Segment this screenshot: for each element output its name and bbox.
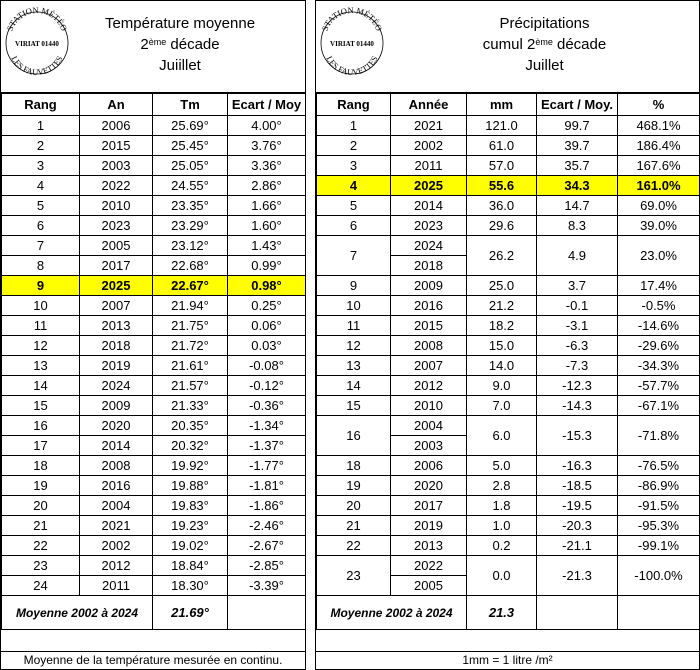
deviation-cell: 3.7	[537, 276, 618, 296]
year-cell: 2024	[391, 236, 467, 256]
table-row	[317, 356, 700, 376]
table-row	[2, 136, 306, 156]
year-cell: 2015	[80, 136, 153, 156]
year-cell: 2013	[391, 536, 467, 556]
deviation-cell: 8.3	[537, 216, 618, 236]
percent-cell: -86.9%	[618, 476, 700, 496]
table-row	[2, 336, 306, 356]
deviation-cell: 35.7	[537, 156, 618, 176]
mm-cell: 26.2	[467, 236, 537, 276]
year-cell: 2012	[80, 556, 153, 576]
year-cell: 2011	[391, 156, 467, 176]
year-cell: 2009	[391, 276, 467, 296]
rank-cell: 6	[2, 216, 80, 236]
rank-cell: 4	[317, 176, 391, 196]
percent-cell: -0.5%	[618, 296, 700, 316]
column-header: Tm	[153, 94, 228, 116]
rank-cell: 22	[2, 536, 80, 556]
rank-cell: 14	[317, 376, 391, 396]
table-row	[2, 196, 306, 216]
table-row	[2, 236, 306, 256]
year-cell: 2003	[391, 436, 467, 456]
temperature-cell: 24.55°	[153, 176, 228, 196]
deviation-cell: -2.85°	[228, 556, 306, 576]
table-row	[317, 296, 700, 316]
mm-cell: 29.6	[467, 216, 537, 236]
table-row	[2, 356, 306, 376]
table-row	[2, 556, 306, 576]
rank-cell: 12	[2, 336, 80, 356]
rank-cell: 19	[2, 476, 80, 496]
table-row	[2, 276, 306, 296]
rank-cell: 18	[2, 456, 80, 476]
temperature-title	[61, 13, 299, 76]
temperature-cell: 25.05°	[153, 156, 228, 176]
percent-cell: 161.0%	[618, 176, 700, 196]
temperature-cell: 21.75°	[153, 316, 228, 336]
year-cell: 2004	[391, 416, 467, 436]
year-cell: 2017	[80, 256, 153, 276]
table-row	[2, 436, 306, 456]
percent-cell: -14.6%	[618, 316, 700, 336]
rank-cell: 21	[2, 516, 80, 536]
year-cell: 2010	[391, 396, 467, 416]
precipitation-table	[316, 93, 700, 630]
rank-cell: 4	[2, 176, 80, 196]
rank-cell: 7	[2, 236, 80, 256]
mm-cell: 6.0	[467, 416, 537, 456]
rank-cell: 5	[317, 196, 391, 216]
year-cell: 2009	[80, 396, 153, 416]
percent-cell: -67.1%	[618, 396, 700, 416]
table-row	[2, 536, 306, 556]
rank-cell: 20	[2, 496, 80, 516]
column-header: An	[80, 94, 153, 116]
percent-cell: -71.8%	[618, 416, 700, 456]
temperature-cell: 20.32°	[153, 436, 228, 456]
mm-cell: 121.0	[467, 116, 537, 136]
precipitation-average-row	[317, 596, 700, 630]
deviation-cell: 99.7	[537, 116, 618, 136]
percent-cell: -29.6%	[618, 336, 700, 356]
temperature-cell: 25.45°	[153, 136, 228, 156]
table-row	[317, 336, 700, 356]
deviation-cell: 3.36°	[228, 156, 306, 176]
precipitation-panel	[315, 0, 700, 670]
table-row	[2, 516, 306, 536]
deviation-cell: -1.34°	[228, 416, 306, 436]
deviation-cell: 4.00°	[228, 116, 306, 136]
year-cell: 2006	[391, 456, 467, 476]
rank-cell: 11	[2, 316, 80, 336]
temperature-cell: 18.84°	[153, 556, 228, 576]
temperature-title-line2: 2ème décade	[140, 36, 220, 53]
temperature-cell: 22.68°	[153, 256, 228, 276]
precipitation-average-empty	[618, 596, 700, 630]
temperature-table-header	[2, 94, 306, 116]
deviation-cell: 2.86°	[228, 176, 306, 196]
year-cell: 2021	[391, 116, 467, 136]
rank-cell: 1	[317, 116, 391, 136]
year-cell: 2021	[80, 516, 153, 536]
year-cell: 2023	[80, 216, 153, 236]
percent-cell: 39.0%	[618, 216, 700, 236]
year-cell: 2013	[80, 316, 153, 336]
year-cell: 2015	[391, 316, 467, 336]
precipitation-header	[316, 1, 699, 93]
rank-cell: 16	[317, 416, 391, 456]
table-row	[317, 516, 700, 536]
precipitation-average-value: 21.3	[467, 596, 537, 630]
temperature-cell: 21.57°	[153, 376, 228, 396]
rank-cell: 15	[317, 396, 391, 416]
rank-cell: 3	[317, 156, 391, 176]
table-row	[2, 216, 306, 236]
deviation-cell: -15.3	[537, 416, 618, 456]
temperature-table	[1, 93, 306, 630]
year-cell: 2002	[391, 136, 467, 156]
table-row	[2, 316, 306, 336]
percent-cell: -57.7%	[618, 376, 700, 396]
temperature-cell: 21.61°	[153, 356, 228, 376]
deviation-cell: 0.99°	[228, 256, 306, 276]
year-cell: 2008	[391, 336, 467, 356]
year-cell: 2014	[391, 196, 467, 216]
column-header: Rang	[317, 94, 391, 116]
stamp-bottom-text: LES FAUVETTES	[324, 54, 380, 77]
year-cell: 2016	[391, 296, 467, 316]
rank-cell: 5	[2, 196, 80, 216]
year-cell: 2020	[80, 416, 153, 436]
table-row	[317, 416, 700, 436]
deviation-cell: -1.81°	[228, 476, 306, 496]
rank-cell: 6	[317, 216, 391, 236]
temperature-title-line3: Juiillet	[159, 57, 201, 74]
temperature-cell: 23.35°	[153, 196, 228, 216]
year-cell: 2020	[391, 476, 467, 496]
mm-cell: 61.0	[467, 136, 537, 156]
table-row	[317, 396, 700, 416]
percent-cell: 167.6%	[618, 156, 700, 176]
percent-cell: -76.5%	[618, 456, 700, 476]
table-row	[2, 376, 306, 396]
temperature-average-empty	[228, 596, 306, 630]
mm-cell: 55.6	[467, 176, 537, 196]
temperature-average-label: Moyenne 2002 à 2024	[2, 596, 153, 630]
year-cell: 2016	[80, 476, 153, 496]
table-row	[2, 296, 306, 316]
deviation-cell: -7.3	[537, 356, 618, 376]
year-cell: 2022	[391, 556, 467, 576]
stamp-bottom-text: LES FAUVETTES	[9, 54, 65, 77]
year-cell: 2007	[80, 296, 153, 316]
year-cell: 2006	[80, 116, 153, 136]
table-row	[317, 376, 700, 396]
deviation-cell: -0.12°	[228, 376, 306, 396]
temperature-header	[1, 1, 305, 93]
mm-cell: 1.8	[467, 496, 537, 516]
stamp-top-text: STATION MÉTÉO	[4, 5, 70, 33]
mm-cell: 0.2	[467, 536, 537, 556]
year-cell: 2018	[391, 256, 467, 276]
mm-cell: 36.0	[467, 196, 537, 216]
year-cell: 2022	[80, 176, 153, 196]
year-cell: 2025	[80, 276, 153, 296]
deviation-cell: -0.1	[537, 296, 618, 316]
year-cell: 2023	[391, 216, 467, 236]
deviation-cell: -3.39°	[228, 576, 306, 596]
rank-cell: 23	[2, 556, 80, 576]
table-row	[317, 536, 700, 556]
deviation-cell: 39.7	[537, 136, 618, 156]
precipitation-average-label: Moyenne 2002 à 2024	[317, 596, 467, 630]
deviation-cell: 3.76°	[228, 136, 306, 156]
table-row	[317, 176, 700, 196]
table-row	[2, 456, 306, 476]
rank-cell: 16	[2, 416, 80, 436]
table-row	[317, 136, 700, 156]
column-header: Ecart / Moy.	[537, 94, 618, 116]
deviation-cell: -18.5	[537, 476, 618, 496]
deviation-cell: -0.08°	[228, 356, 306, 376]
year-cell: 2019	[391, 516, 467, 536]
table-row	[317, 116, 700, 136]
percent-cell: -99.1%	[618, 536, 700, 556]
mm-cell: 57.0	[467, 156, 537, 176]
deviation-cell: 1.60°	[228, 216, 306, 236]
mm-cell: 5.0	[467, 456, 537, 476]
deviation-cell: -21.3	[537, 556, 618, 596]
temperature-cell: 23.12°	[153, 236, 228, 256]
precipitation-average-empty	[537, 596, 618, 630]
year-cell: 2003	[80, 156, 153, 176]
percent-cell: -91.5%	[618, 496, 700, 516]
temperature-cell: 19.83°	[153, 496, 228, 516]
year-cell: 2012	[391, 376, 467, 396]
deviation-cell: -21.1	[537, 536, 618, 556]
deviation-cell: -6.3	[537, 336, 618, 356]
temperature-average-value: 21.69°	[153, 596, 228, 630]
percent-cell: 23.0%	[618, 236, 700, 276]
temperature-footer: Moyenne de la température mesurée en continu.	[1, 651, 305, 669]
stamp-middle-text: VIRIAT 01440	[330, 40, 374, 48]
table-row	[2, 496, 306, 516]
table-row	[2, 576, 306, 596]
temperature-cell: 23.29°	[153, 216, 228, 236]
rank-cell: 11	[317, 316, 391, 336]
rank-cell: 21	[317, 516, 391, 536]
rank-cell: 9	[317, 276, 391, 296]
temperature-average-row	[2, 596, 306, 630]
rank-cell: 9	[2, 276, 80, 296]
table-row	[317, 476, 700, 496]
deviation-cell: 14.7	[537, 196, 618, 216]
rank-cell: 1	[2, 116, 80, 136]
year-cell: 2011	[80, 576, 153, 596]
percent-cell: 17.4%	[618, 276, 700, 296]
table-row	[317, 276, 700, 296]
percent-cell: -100.0%	[618, 556, 700, 596]
table-row	[317, 316, 700, 336]
precipitation-footer: 1mm = 1 litre /m²	[316, 651, 699, 669]
mm-cell: 21.2	[467, 296, 537, 316]
rank-cell: 22	[317, 536, 391, 556]
mm-cell: 7.0	[467, 396, 537, 416]
year-cell: 2002	[80, 536, 153, 556]
temperature-cell: 19.02°	[153, 536, 228, 556]
deviation-cell: -3.1	[537, 316, 618, 336]
deviation-cell: 0.98°	[228, 276, 306, 296]
mm-cell: 15.0	[467, 336, 537, 356]
mm-cell: 1.0	[467, 516, 537, 536]
rank-cell: 13	[2, 356, 80, 376]
year-cell: 2018	[80, 336, 153, 356]
column-header: Ecart / Moy	[228, 94, 306, 116]
rank-cell: 12	[317, 336, 391, 356]
year-cell: 2008	[80, 456, 153, 476]
mm-cell: 9.0	[467, 376, 537, 396]
temperature-cell: 19.23°	[153, 516, 228, 536]
deviation-cell: 0.25°	[228, 296, 306, 316]
table-row	[317, 456, 700, 476]
temperature-cell: 22.67°	[153, 276, 228, 296]
temperature-cell: 21.72°	[153, 336, 228, 356]
mm-cell: 2.8	[467, 476, 537, 496]
precipitation-title	[396, 13, 693, 76]
percent-cell: -95.3%	[618, 516, 700, 536]
rank-cell: 3	[2, 156, 80, 176]
precipitation-table-header	[317, 94, 700, 116]
deviation-cell: -14.3	[537, 396, 618, 416]
percent-cell: 468.1%	[618, 116, 700, 136]
temperature-cell: 20.35°	[153, 416, 228, 436]
deviation-cell: -19.5	[537, 496, 618, 516]
temperature-cell: 21.94°	[153, 296, 228, 316]
temperature-cell: 18.30°	[153, 576, 228, 596]
percent-cell: 69.0%	[618, 196, 700, 216]
deviation-cell: 1.43°	[228, 236, 306, 256]
deviation-cell: -12.3	[537, 376, 618, 396]
rank-cell: 15	[2, 396, 80, 416]
table-row	[2, 176, 306, 196]
rank-cell: 13	[317, 356, 391, 376]
year-cell: 2007	[391, 356, 467, 376]
year-cell: 2004	[80, 496, 153, 516]
station-stamp	[318, 5, 386, 77]
year-cell: 2014	[80, 436, 153, 456]
column-header: %	[618, 94, 700, 116]
mm-cell: 14.0	[467, 356, 537, 376]
deviation-cell: 34.3	[537, 176, 618, 196]
table-row	[2, 116, 306, 136]
column-header: Année	[391, 94, 467, 116]
deviation-cell: -1.77°	[228, 456, 306, 476]
deviation-cell: 0.06°	[228, 316, 306, 336]
deviation-cell: -20.3	[537, 516, 618, 536]
table-row	[317, 496, 700, 516]
rank-cell: 18	[317, 456, 391, 476]
year-cell: 2005	[80, 236, 153, 256]
precipitation-title-line1: Précipitations	[499, 15, 590, 32]
deviation-cell: -1.37°	[228, 436, 306, 456]
rank-cell: 20	[317, 496, 391, 516]
stamp-middle-text: VIRIAT 01440	[15, 40, 59, 48]
rank-cell: 14	[2, 376, 80, 396]
year-cell: 2025	[391, 176, 467, 196]
rank-cell: 8	[2, 256, 80, 276]
table-row	[317, 196, 700, 216]
mm-cell: 0.0	[467, 556, 537, 596]
deviation-cell: -16.3	[537, 456, 618, 476]
rank-cell: 2	[2, 136, 80, 156]
deviation-cell: 0.03°	[228, 336, 306, 356]
table-row	[317, 556, 700, 576]
table-row	[2, 396, 306, 416]
table-row	[2, 416, 306, 436]
mm-cell: 25.0	[467, 276, 537, 296]
temperature-panel	[0, 0, 306, 670]
temperature-cell: 19.92°	[153, 456, 228, 476]
percent-cell: -34.3%	[618, 356, 700, 376]
rank-cell: 23	[317, 556, 391, 596]
rank-cell: 10	[2, 296, 80, 316]
mm-cell: 18.2	[467, 316, 537, 336]
deviation-cell: 1.66°	[228, 196, 306, 216]
table-row	[317, 216, 700, 236]
deviation-cell: -0.36°	[228, 396, 306, 416]
table-row	[2, 476, 306, 496]
table-row	[2, 156, 306, 176]
rank-cell: 10	[317, 296, 391, 316]
year-cell: 2019	[80, 356, 153, 376]
rank-cell: 19	[317, 476, 391, 496]
percent-cell: 186.4%	[618, 136, 700, 156]
rank-cell: 2	[317, 136, 391, 156]
column-header: Rang	[2, 94, 80, 116]
stamp-top-text: STATION MÉTÉO	[319, 5, 385, 33]
column-header: mm	[467, 94, 537, 116]
temperature-cell: 19.88°	[153, 476, 228, 496]
deviation-cell: 4.9	[537, 236, 618, 276]
precipitation-title-line2: cumul 2ème décade	[482, 36, 607, 53]
temperature-title-line1: Température moyenne	[104, 15, 256, 32]
year-cell: 2024	[80, 376, 153, 396]
year-cell: 2005	[391, 576, 467, 596]
deviation-cell: -2.67°	[228, 536, 306, 556]
rank-cell: 7	[317, 236, 391, 276]
table-row	[317, 156, 700, 176]
year-cell: 2010	[80, 196, 153, 216]
deviation-cell: -2.46°	[228, 516, 306, 536]
precipitation-title-line3: Juillet	[525, 57, 564, 74]
temperature-cell: 25.69°	[153, 116, 228, 136]
deviation-cell: -1.86°	[228, 496, 306, 516]
rank-cell: 17	[2, 436, 80, 456]
table-row	[317, 236, 700, 256]
year-cell: 2017	[391, 496, 467, 516]
rank-cell: 24	[2, 576, 80, 596]
temperature-cell: 21.33°	[153, 396, 228, 416]
table-row	[2, 256, 306, 276]
